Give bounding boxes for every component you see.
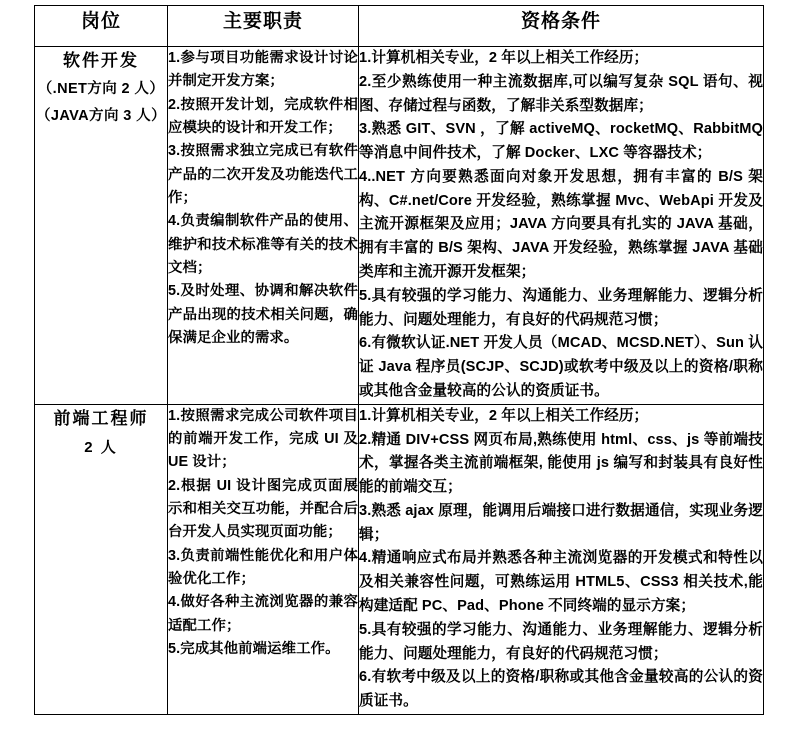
requirement-item: 5.具有较强的学习能力、沟通能力、业务理解能力、逻辑分析能力、问题处理能力，有良好的代码规范习惯； — [359, 287, 763, 328]
job-requirements-table — [34, 5, 764, 715]
duty-item: 1.按照需求完成公司软件项目的前端开发工作，完成 UI 及 UE 设计； — [168, 407, 358, 471]
column-header-duty: 主要职责 — [168, 6, 359, 47]
table-body — [35, 47, 764, 715]
requirement-item: 3.熟悉 GIT、SVN ，了解 activeMQ、rocketMQ、RabbitMQ 等消息中间件技术，了解 Docker、LXC 等容器技术； — [359, 121, 763, 162]
post-count: 2 人 — [84, 438, 118, 456]
duty-item: 5.完成其他前端运维工作。 — [168, 641, 340, 657]
duty-item: 5.及时处理、协调和解决软件产品出现的技术相关问题，确保满足企业的需求。 — [168, 283, 358, 346]
post-title: 软件开发 — [63, 51, 139, 70]
duty-item: 3.按照需求独立完成已有软件产品的二次开发及功能迭代工作； — [168, 143, 358, 206]
requirement-cell-frontend-engineer — [359, 404, 764, 714]
post-title: 前端工程师 — [53, 408, 149, 428]
duty-cell-frontend-engineer — [168, 404, 359, 714]
duty-item: 2.按照开发计划，完成软件相应模块的设计和开发工作； — [168, 96, 358, 136]
duty-item: 3.负责前端性能优化和用户体验优化工作； — [168, 547, 358, 588]
requirement-item: 3.熟悉 ajax 原理，能调用后端接口进行数据通信，实现业务逻辑； — [359, 502, 763, 543]
table-header-row — [35, 6, 764, 47]
requirement-cell-software-development — [359, 47, 764, 405]
requirement-item: 5.具有较强的学习能力、沟通能力、业务理解能力、逻辑分析能力、问题处理能力，有良好的代码规范习惯； — [359, 621, 763, 662]
requirement-item: 6.有软考中级及以上的资格/职称或其他含金量较高的公认的资质证书。 — [359, 669, 763, 710]
post-cell-frontend-engineer — [35, 404, 168, 714]
post-count-net: （.NET方向 2 人） — [37, 80, 165, 97]
requirement-item: 2.精通 DIV+CSS 网页布局,熟练使用 html、css、js 等前端技术，掌握各类主流前端框架, 能使用 js 编写和封装具有良好性能的前端交互； — [359, 431, 763, 496]
table-header — [35, 6, 764, 47]
duty-item: 4.做好各种主流浏览器的兼容适配工作； — [168, 594, 358, 634]
post-count-java: （JAVA方向 3 人） — [36, 107, 166, 124]
duty-item: 2.根据 UI 设计图完成页面展示和相关交互功能，并配合后台开发人员实现页面功能； — [168, 477, 358, 541]
requirement-item: 6.有微软认证.NET 开发人员（MCAD、MCSD.NET）、Sun 认证 Java 程序员(SCJP、SCJD)或软考中级及以上的资格/职称或其他含金量较高的公认的资质证书。 — [359, 335, 763, 399]
requirement-item: 2.至少熟练使用一种主流数据库,可以编写复杂 SQL 语句、视图、存储过程与函数，了解非关系型数据库； — [359, 73, 763, 114]
duty-cell-software-development — [168, 47, 359, 405]
requirement-item: 1.计算机相关专业，2 年以上相关工作经历； — [359, 50, 649, 66]
requirement-item: 1.计算机相关专业，2 年以上相关工作经历； — [359, 407, 649, 424]
requirement-item: 4.精通响应式布局并熟悉各种主流浏览器的开发模式和特性以及相关兼容性问题，可熟练运用 HTML5、CSS3 相关技术,能构建适配 PC、Pad、Phone 不同终端的显示方案； — [359, 550, 763, 614]
duty-item: 4.负责编制软件产品的使用、维护和技术标准等有关的技术文档； — [168, 213, 358, 276]
table-row — [35, 47, 764, 405]
column-header-post: 岗位 — [35, 6, 168, 47]
table-row — [35, 404, 764, 714]
duty-item: 1.参与项目功能需求设计讨论并制定开发方案； — [168, 50, 358, 90]
post-cell-software-development — [35, 47, 168, 405]
requirement-item: 4..NET 方向要熟悉面向对象开发思想，拥有丰富的 B/S 架构、C#.net/Core 开发经验，熟练掌握 Mvc、WebApi 开发及主流开源框架及应用；JAVA 方向要具有扎实的 JAVA 基础，拥有丰富的 B/S 架构、JAVA 开发经验，熟练掌握 JAVA 基础类库和主流开源开发框架； — [359, 168, 763, 281]
column-header-requirement: 资格条件 — [359, 6, 764, 47]
